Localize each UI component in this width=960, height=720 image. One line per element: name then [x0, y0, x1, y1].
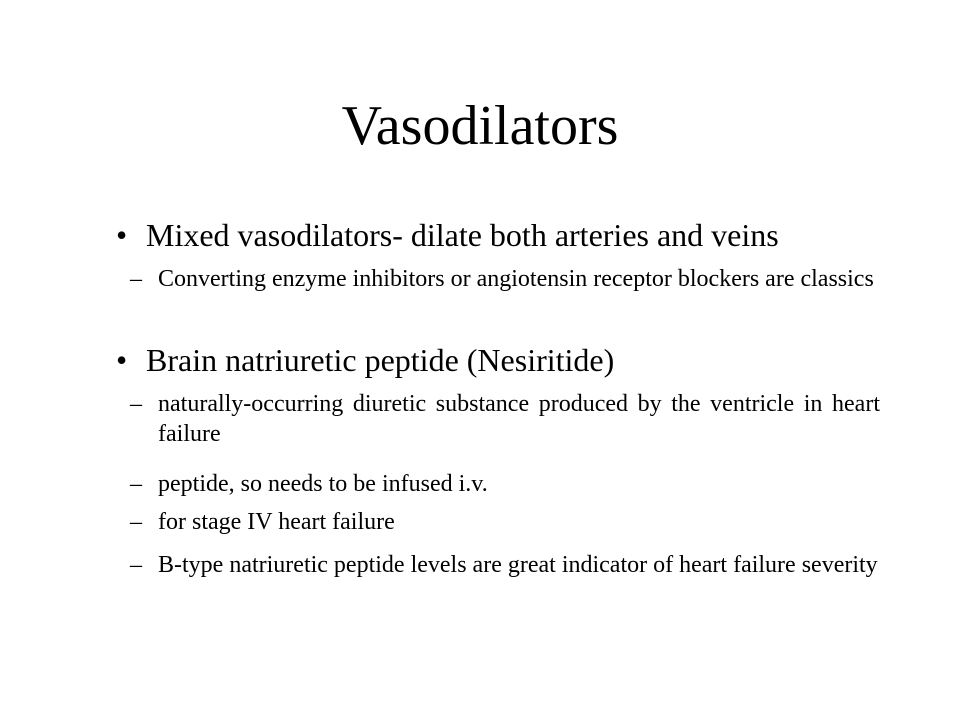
- dash-marker: –: [130, 552, 142, 578]
- sub-bullet-item: [130, 550, 880, 580]
- dash-marker: –: [130, 471, 142, 497]
- bullet-item: [116, 341, 886, 379]
- dash-marker: –: [130, 391, 142, 417]
- dash-marker: –: [130, 266, 142, 292]
- sub-bullet-item: [130, 469, 880, 499]
- sub-bullet-item: [130, 507, 880, 537]
- sub-bullet-text: B-type natriuretic peptide levels are great indicator of heart failure severity: [158, 552, 878, 578]
- sub-bullet-text: peptide, so needs to be infused i.v.: [158, 471, 488, 497]
- sub-bullet-text: Converting enzyme inhibitors or angiotensin receptor blockers are classics: [158, 266, 874, 292]
- bullet-item: [116, 216, 886, 254]
- sub-bullet-item: [130, 389, 880, 449]
- sub-bullet-text: for stage IV heart failure: [158, 509, 395, 535]
- bullet-marker: •: [116, 217, 128, 253]
- sub-bullet-item: [130, 264, 880, 294]
- bullet-text: Mixed vasodilators- dilate both arteries and veins: [146, 217, 779, 253]
- bullet-text: Brain natriuretic peptide (Nesiritide): [146, 342, 615, 378]
- bullet-marker: •: [116, 342, 128, 378]
- dash-marker: –: [130, 509, 142, 535]
- slide-title: Vasodilators: [341, 95, 619, 157]
- sub-bullet-text: naturally-occurring diuretic substance produced by the ventricle in heart failure: [158, 391, 880, 447]
